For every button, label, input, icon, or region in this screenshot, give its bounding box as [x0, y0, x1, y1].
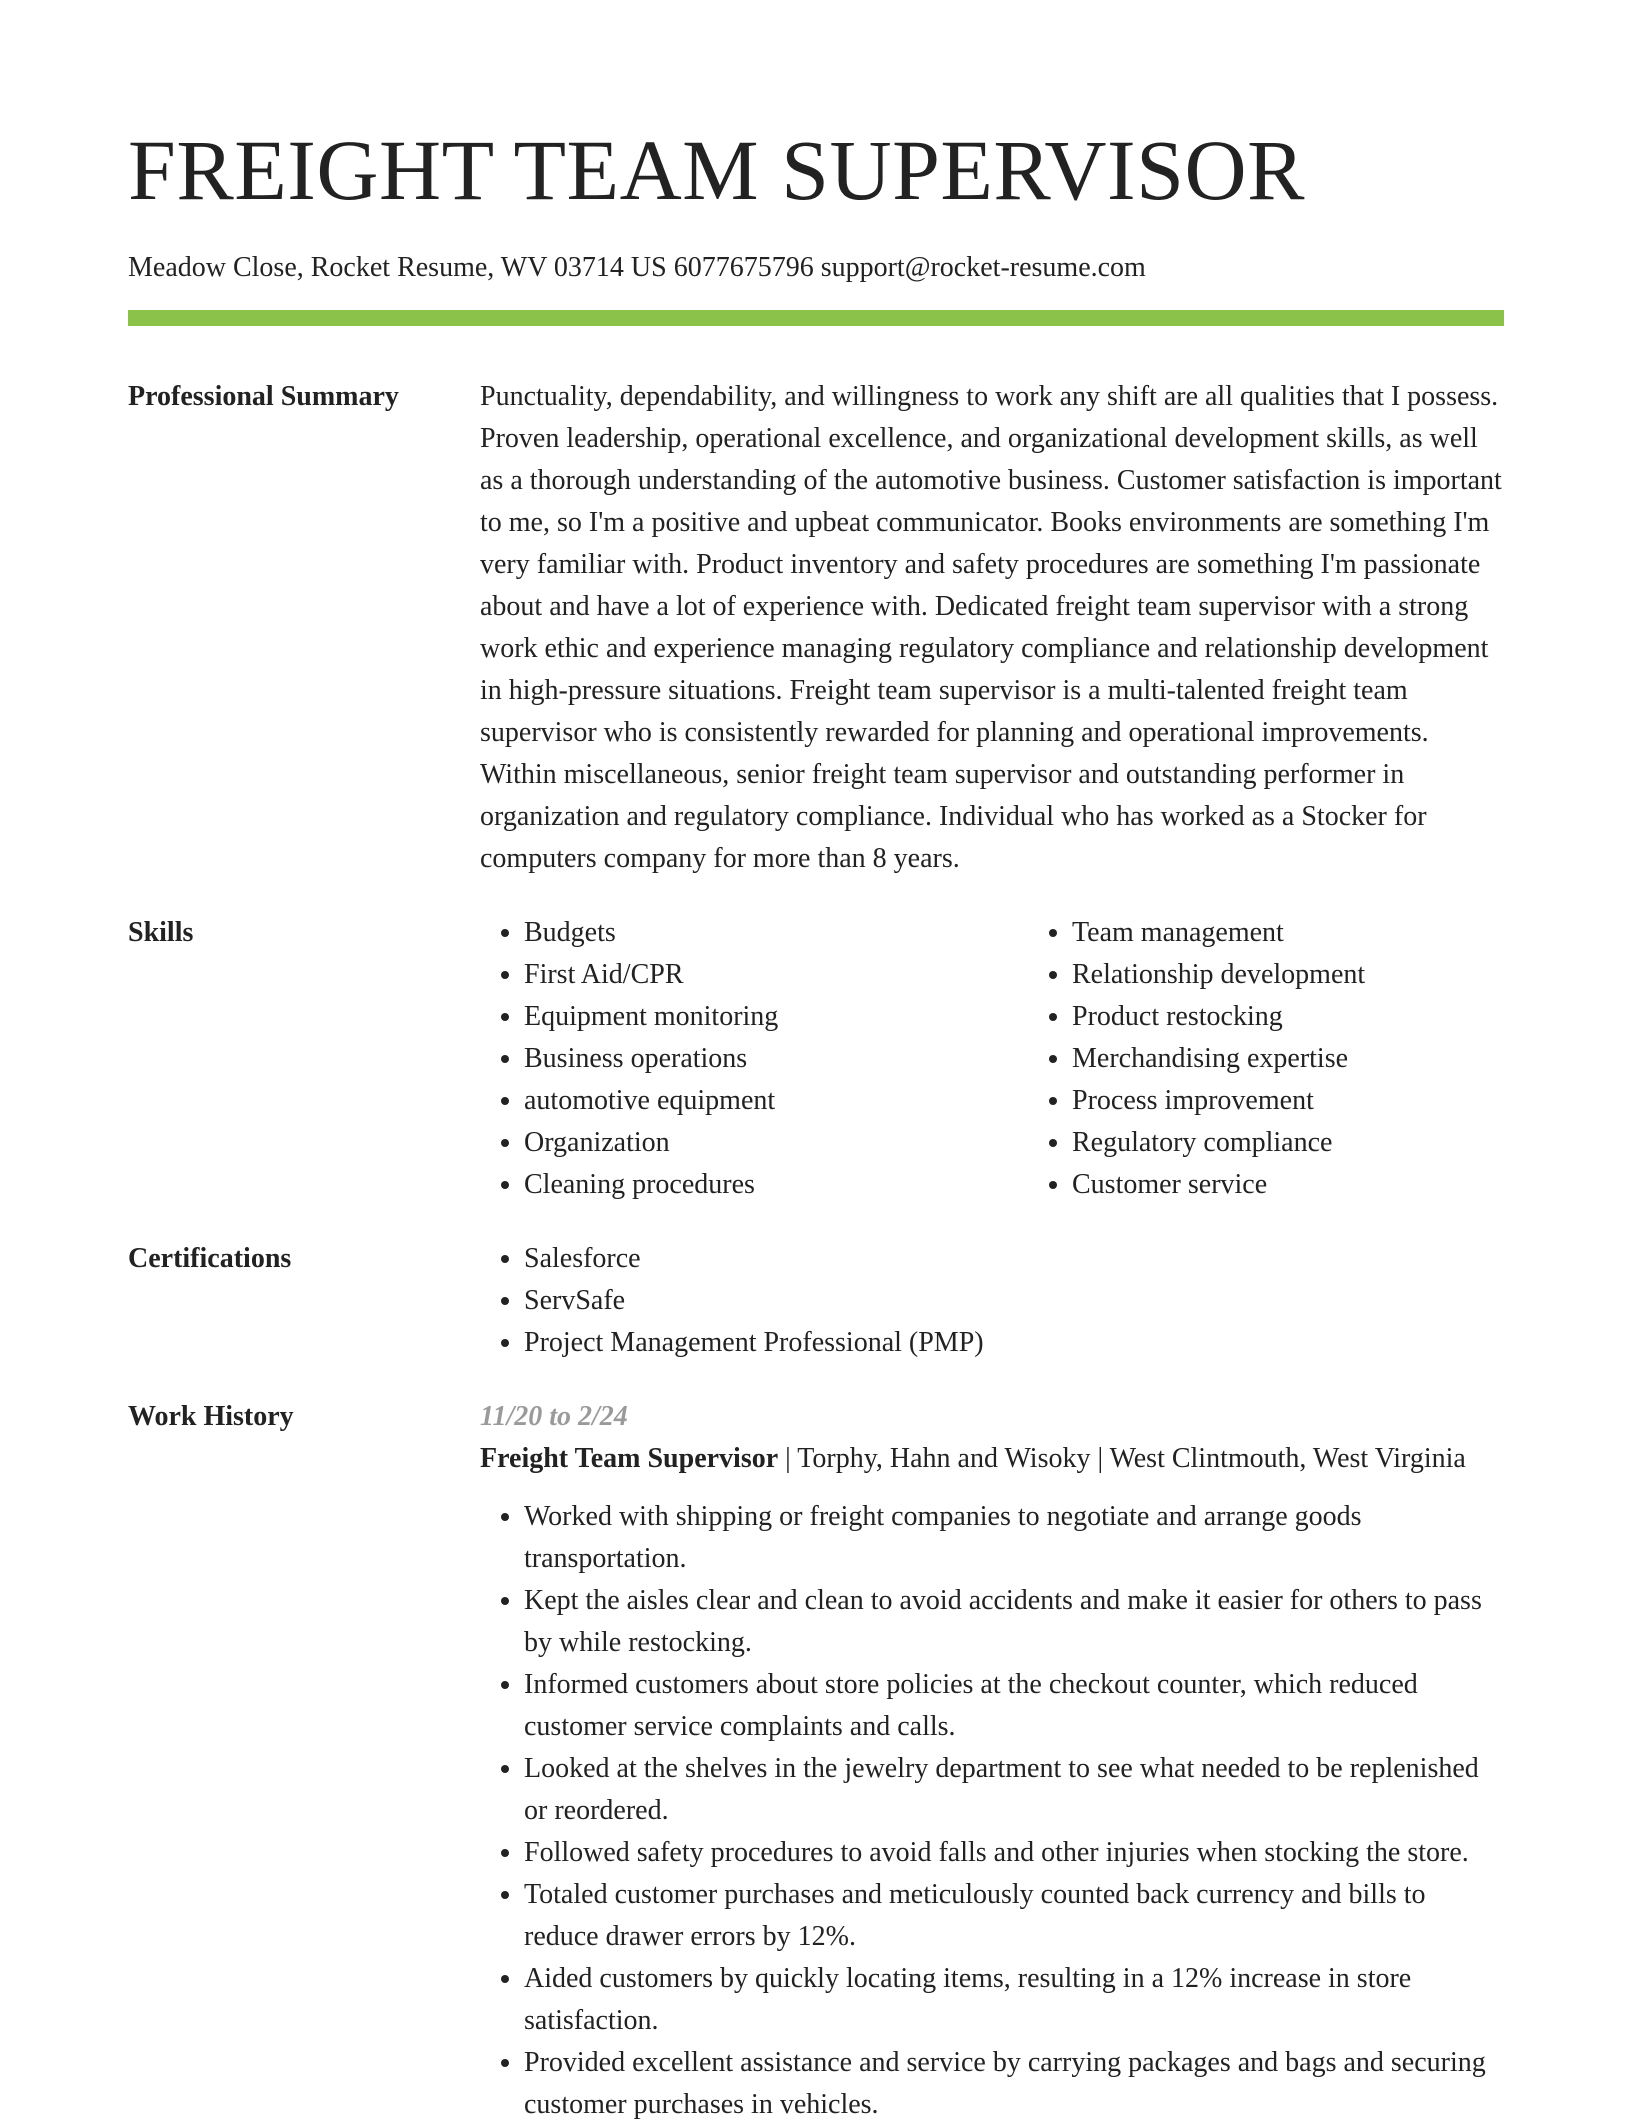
- skill-item: • First Aid/CPR: [524, 954, 1028, 996]
- skill-item: • Business operations: [524, 1038, 1028, 1080]
- job-bullet: • Looked at the shelves in the jewelry department to see what needed to be replenished or reordered.: [524, 1748, 1504, 1832]
- certification-item: • ServSafe: [524, 1280, 1504, 1322]
- work-history-section: [128, 1396, 1504, 2126]
- skill-item: • Organization: [524, 1122, 1028, 1164]
- summary-label: Professional Summary: [128, 381, 399, 412]
- job-title: Freight Team Supervisor: [480, 1443, 779, 1474]
- skill-item: • Product restocking: [1072, 996, 1576, 1038]
- skill-item: • Process improvement: [1072, 1080, 1576, 1122]
- job-bullet: • Totaled customer purchases and meticulously counted back currency and bills to reduce drawer errors by 12%.: [524, 1874, 1504, 1958]
- skill-item: • Budgets: [524, 912, 1028, 954]
- job-bullet: • Aided customers by quickly locating items, resulting in a 12% increase in store satisfaction.: [524, 1958, 1504, 2042]
- skill-item: • Cleaning procedures: [524, 1164, 1028, 1206]
- job-bullet: • Provided excellent assistance and service by carrying packages and bags and securing customer purchases in vehicles.: [524, 2042, 1504, 2126]
- skill-item: • Merchandising expertise: [1072, 1038, 1576, 1080]
- summary-section: [128, 376, 1504, 880]
- job-bullet: • Kept the aisles clear and clean to avoid accidents and make it easier for others to pass by while restocking.: [524, 1580, 1504, 1664]
- skill-item: • Team management: [1072, 912, 1576, 954]
- skill-item: • Customer service: [1072, 1164, 1576, 1206]
- job-entry: [480, 1396, 1504, 2126]
- certifications-section: [128, 1238, 1504, 1364]
- summary-text: Punctuality, dependability, and willingness to work any shift are all qualities that I possess. Proven leadership, operational excellence, and organizational development skills, as well as a thorough understanding of the automotive business. Customer satisfaction is important to me, so I'm a positive and upbeat communicator. Books environments are something I'm very familiar with. Product inventory and safety procedures are something I'm passionate about and have a lot of experience with. Dedicated freight team supervisor with a strong work ethic and experience managing regulatory compliance and relationship development in high-pressure situations. Freight team supervisor is a multi-talented freight team supervisor who is consistently rewarded for planning and operational improvements. Within miscellaneous, senior freight team supervisor and outstanding performer in organization and regulatory compliance. Individual who has worked as a Stocker for computers company for more than 8 years.: [480, 381, 1502, 874]
- job-bullet: • Worked with shipping or freight companies to negotiate and arrange goods transportation.: [524, 1496, 1504, 1580]
- job-bullet: • Informed customers about store policies at the checkout counter, which reduced customer service complaints and calls.: [524, 1664, 1504, 1748]
- skills-label: Skills: [128, 917, 194, 948]
- job-dates: 11/20 to 2/24: [480, 1401, 628, 1432]
- skills-list-left: [480, 912, 1028, 1206]
- resume-name: FREIGHT TEAM SUPERVISOR: [128, 122, 1305, 218]
- skill-item: • Relationship development: [1072, 954, 1576, 996]
- work-history-label: Work History: [128, 1401, 294, 1432]
- certifications-label: Certifications: [128, 1243, 292, 1274]
- job-company-location: | Torphy, Hahn and Wisoky | West Clintmouth, West Virginia: [778, 1443, 1466, 1474]
- job-bullet: • Followed safety procedures to avoid falls and other injuries when stocking the store.: [524, 1832, 1504, 1874]
- skill-item: • Equipment monitoring: [524, 996, 1028, 1038]
- skills-list-right: [1028, 912, 1576, 1206]
- job-bullets: [480, 1496, 1504, 2126]
- job-title-line: [480, 1438, 1504, 1480]
- contact-info: Meadow Close, Rocket Resume, WV 03714 US 6077675796 support@rocket-resume.com: [128, 252, 1146, 283]
- accent-divider: [128, 310, 1504, 326]
- skills-section: [128, 912, 1504, 1206]
- certification-item: • Salesforce: [524, 1238, 1504, 1280]
- certifications-list: [480, 1238, 1504, 1364]
- certification-item: • Project Management Professional (PMP): [524, 1322, 1504, 1364]
- skill-item: • automotive equipment: [524, 1080, 1028, 1122]
- skill-item: • Regulatory compliance: [1072, 1122, 1576, 1164]
